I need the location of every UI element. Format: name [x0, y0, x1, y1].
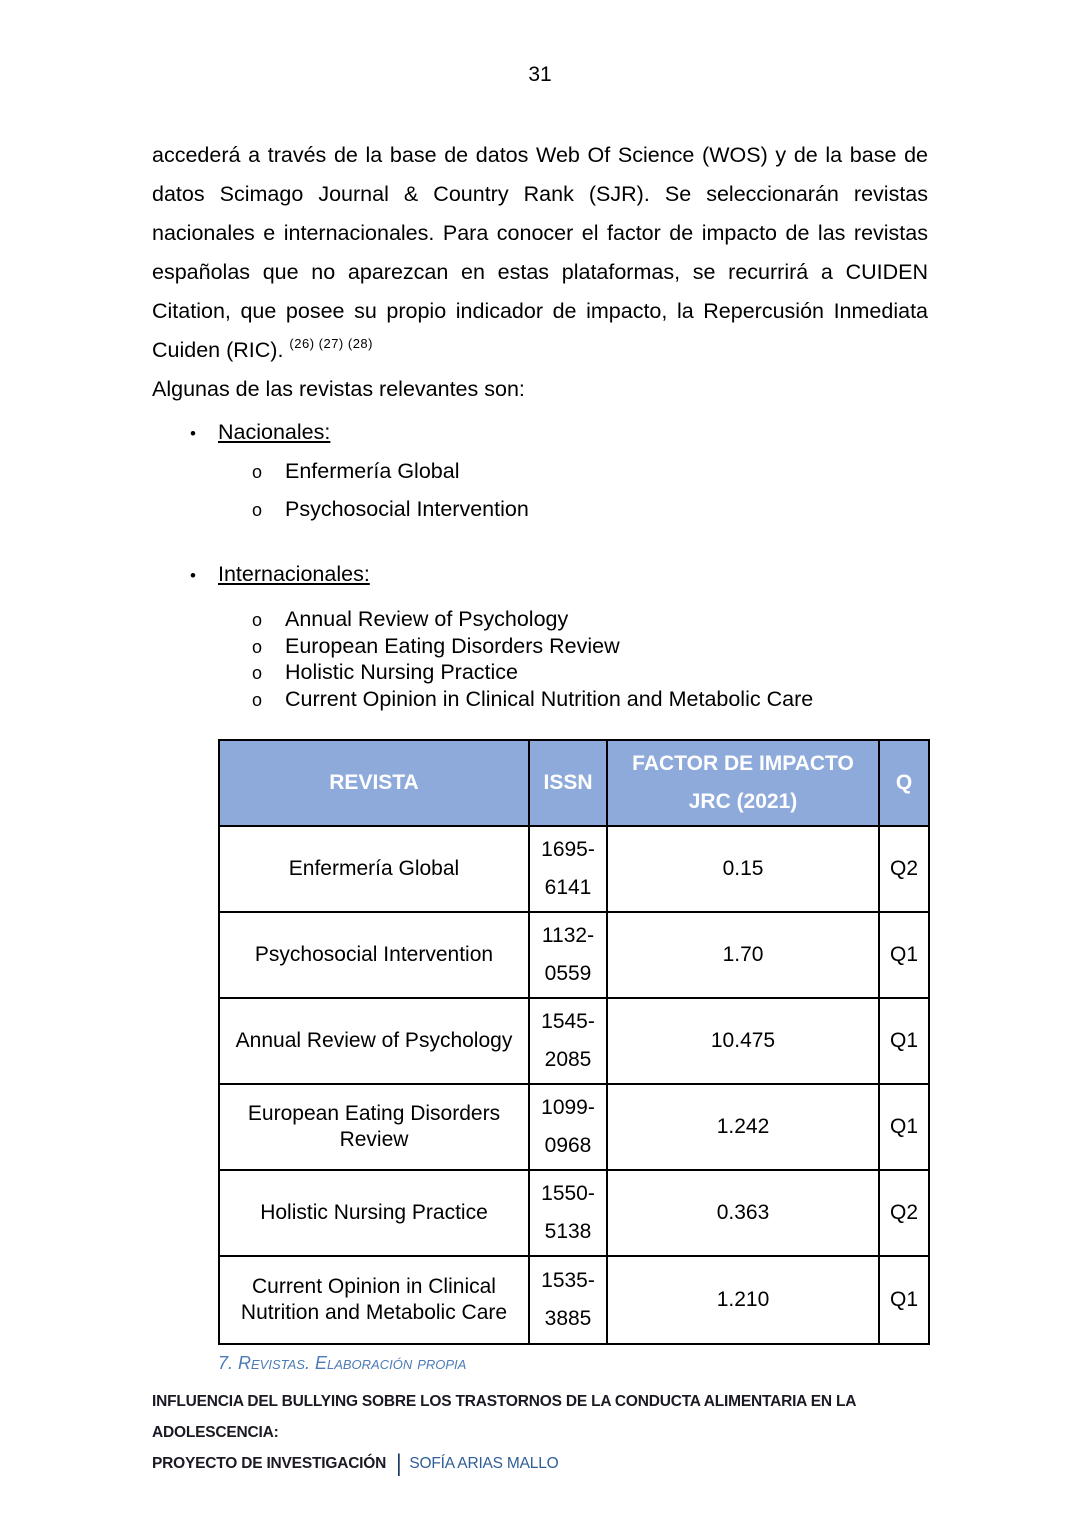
page-footer	[152, 1386, 928, 1479]
table-row	[219, 1256, 929, 1344]
list-item-label: Holistic Nursing Practice	[285, 660, 518, 684]
cell-factor: 0.363	[607, 1170, 879, 1256]
list-item	[152, 453, 928, 491]
table-row	[219, 912, 929, 998]
footer-separator: |	[396, 1450, 402, 1477]
cell-issn: 1132-0559	[529, 912, 607, 998]
list-item	[152, 660, 928, 687]
bullet-marker-icon: •	[190, 566, 196, 585]
table-caption: 7. Revistas. Elaboración propia	[218, 1353, 467, 1373]
cell-issn: 1550-5138	[529, 1170, 607, 1256]
header-cell-factor: FACTOR DE IMPACTO JRC (2021)	[607, 740, 879, 826]
header-cell-revista: REVISTA	[219, 740, 529, 826]
table-row	[219, 1170, 929, 1256]
list-item	[152, 607, 928, 634]
list-item-label: Enfermería Global	[285, 459, 460, 483]
cell-q: Q1	[879, 912, 929, 998]
header-cell-issn: ISSN	[529, 740, 607, 826]
cell-issn: 1695-6141	[529, 826, 607, 912]
cell-q: Q2	[879, 1170, 929, 1256]
page-number: 31	[528, 63, 552, 86]
circle-marker-icon: o	[252, 663, 263, 683]
cell-revista: Annual Review of Psychology	[219, 998, 529, 1084]
footer-subtitle: PROYECTO DE INVESTIGACIÓN	[152, 1455, 387, 1472]
table-header-row	[219, 740, 929, 826]
list-item	[152, 634, 928, 661]
circle-marker-icon: o	[252, 636, 263, 657]
cell-revista: Holistic Nursing Practice	[219, 1170, 529, 1256]
cell-revista: Enfermería Global	[219, 826, 529, 912]
cell-revista: Current Opinion in Clinical Nutrition and Metabolic Care	[219, 1256, 529, 1344]
cell-revista: Psychosocial Intervention	[219, 912, 529, 998]
list-title-row	[152, 555, 928, 595]
circle-marker-icon: o	[252, 500, 263, 520]
circle-marker-icon: o	[252, 610, 263, 630]
cell-issn: 1545-2085	[529, 998, 607, 1084]
footer-author: SOFÍA ARIAS MALLO	[409, 1455, 559, 1472]
cell-factor: 1.210	[607, 1256, 879, 1344]
circle-marker-icon: o	[252, 462, 263, 482]
cell-revista: European Eating Disorders Review	[219, 1084, 529, 1170]
bullet-marker-icon: •	[190, 424, 196, 443]
footer-title: INFLUENCIA DEL BULLYING SOBRE LOS TRASTORNOS DE LA CONDUCTA ALIMENTARIA EN LA ADOLESCENCIA:	[152, 1393, 856, 1441]
list-title-row	[152, 413, 928, 453]
cell-q: Q2	[879, 826, 929, 912]
list-nacionales	[152, 413, 928, 529]
list-item	[152, 687, 928, 714]
table-row	[219, 826, 929, 912]
list-item-label: Current Opinion in Clinical Nutrition and Metabolic Care	[285, 686, 814, 711]
list-item-label: Psychosocial Intervention	[285, 497, 529, 521]
list-internacionales	[152, 555, 928, 713]
circle-marker-icon: o	[252, 689, 263, 710]
cell-q: Q1	[879, 1084, 929, 1170]
body-paragraph	[152, 136, 928, 370]
list-item	[152, 491, 928, 529]
citation-superscript: (26) (27) (28)	[289, 336, 373, 351]
list-title-nacionales: Nacionales:	[218, 420, 331, 444]
paragraph-text: accederá a través de la base de datos Web Of Science (WOS) y de la base de datos Scimago Journal & Country Rank (SJR). Se seleccionarán revistas nacionales e internacionales. Para conocer el factor de impacto de las revistas españolas que no aparezcan en estas plataformas, se recurrirá a CUIDEN Citation, que posee su propio indicador de impacto, la Repercusión Inmediata Cuiden (RIC).	[152, 143, 928, 362]
footer-line2	[152, 1448, 928, 1479]
cell-factor: 1.70	[607, 912, 879, 998]
lists-intro: Algunas de las revistas relevantes son:	[152, 377, 525, 401]
revistas-table	[218, 739, 930, 1345]
list-item-label: European Eating Disorders Review	[285, 633, 620, 658]
cell-issn: 1535-3885	[529, 1256, 607, 1344]
cell-q: Q1	[879, 998, 929, 1084]
header-cell-q: Q	[879, 740, 929, 826]
cell-factor: 0.15	[607, 826, 879, 912]
cell-issn: 1099-0968	[529, 1084, 607, 1170]
cell-factor: 10.475	[607, 998, 879, 1084]
list-title-internacionales: Internacionales:	[218, 562, 370, 586]
cell-q: Q1	[879, 1256, 929, 1344]
table-row	[219, 1084, 929, 1170]
list-item-label: Annual Review of Psychology	[285, 607, 569, 631]
cell-factor: 1.242	[607, 1084, 879, 1170]
table-row	[219, 998, 929, 1084]
